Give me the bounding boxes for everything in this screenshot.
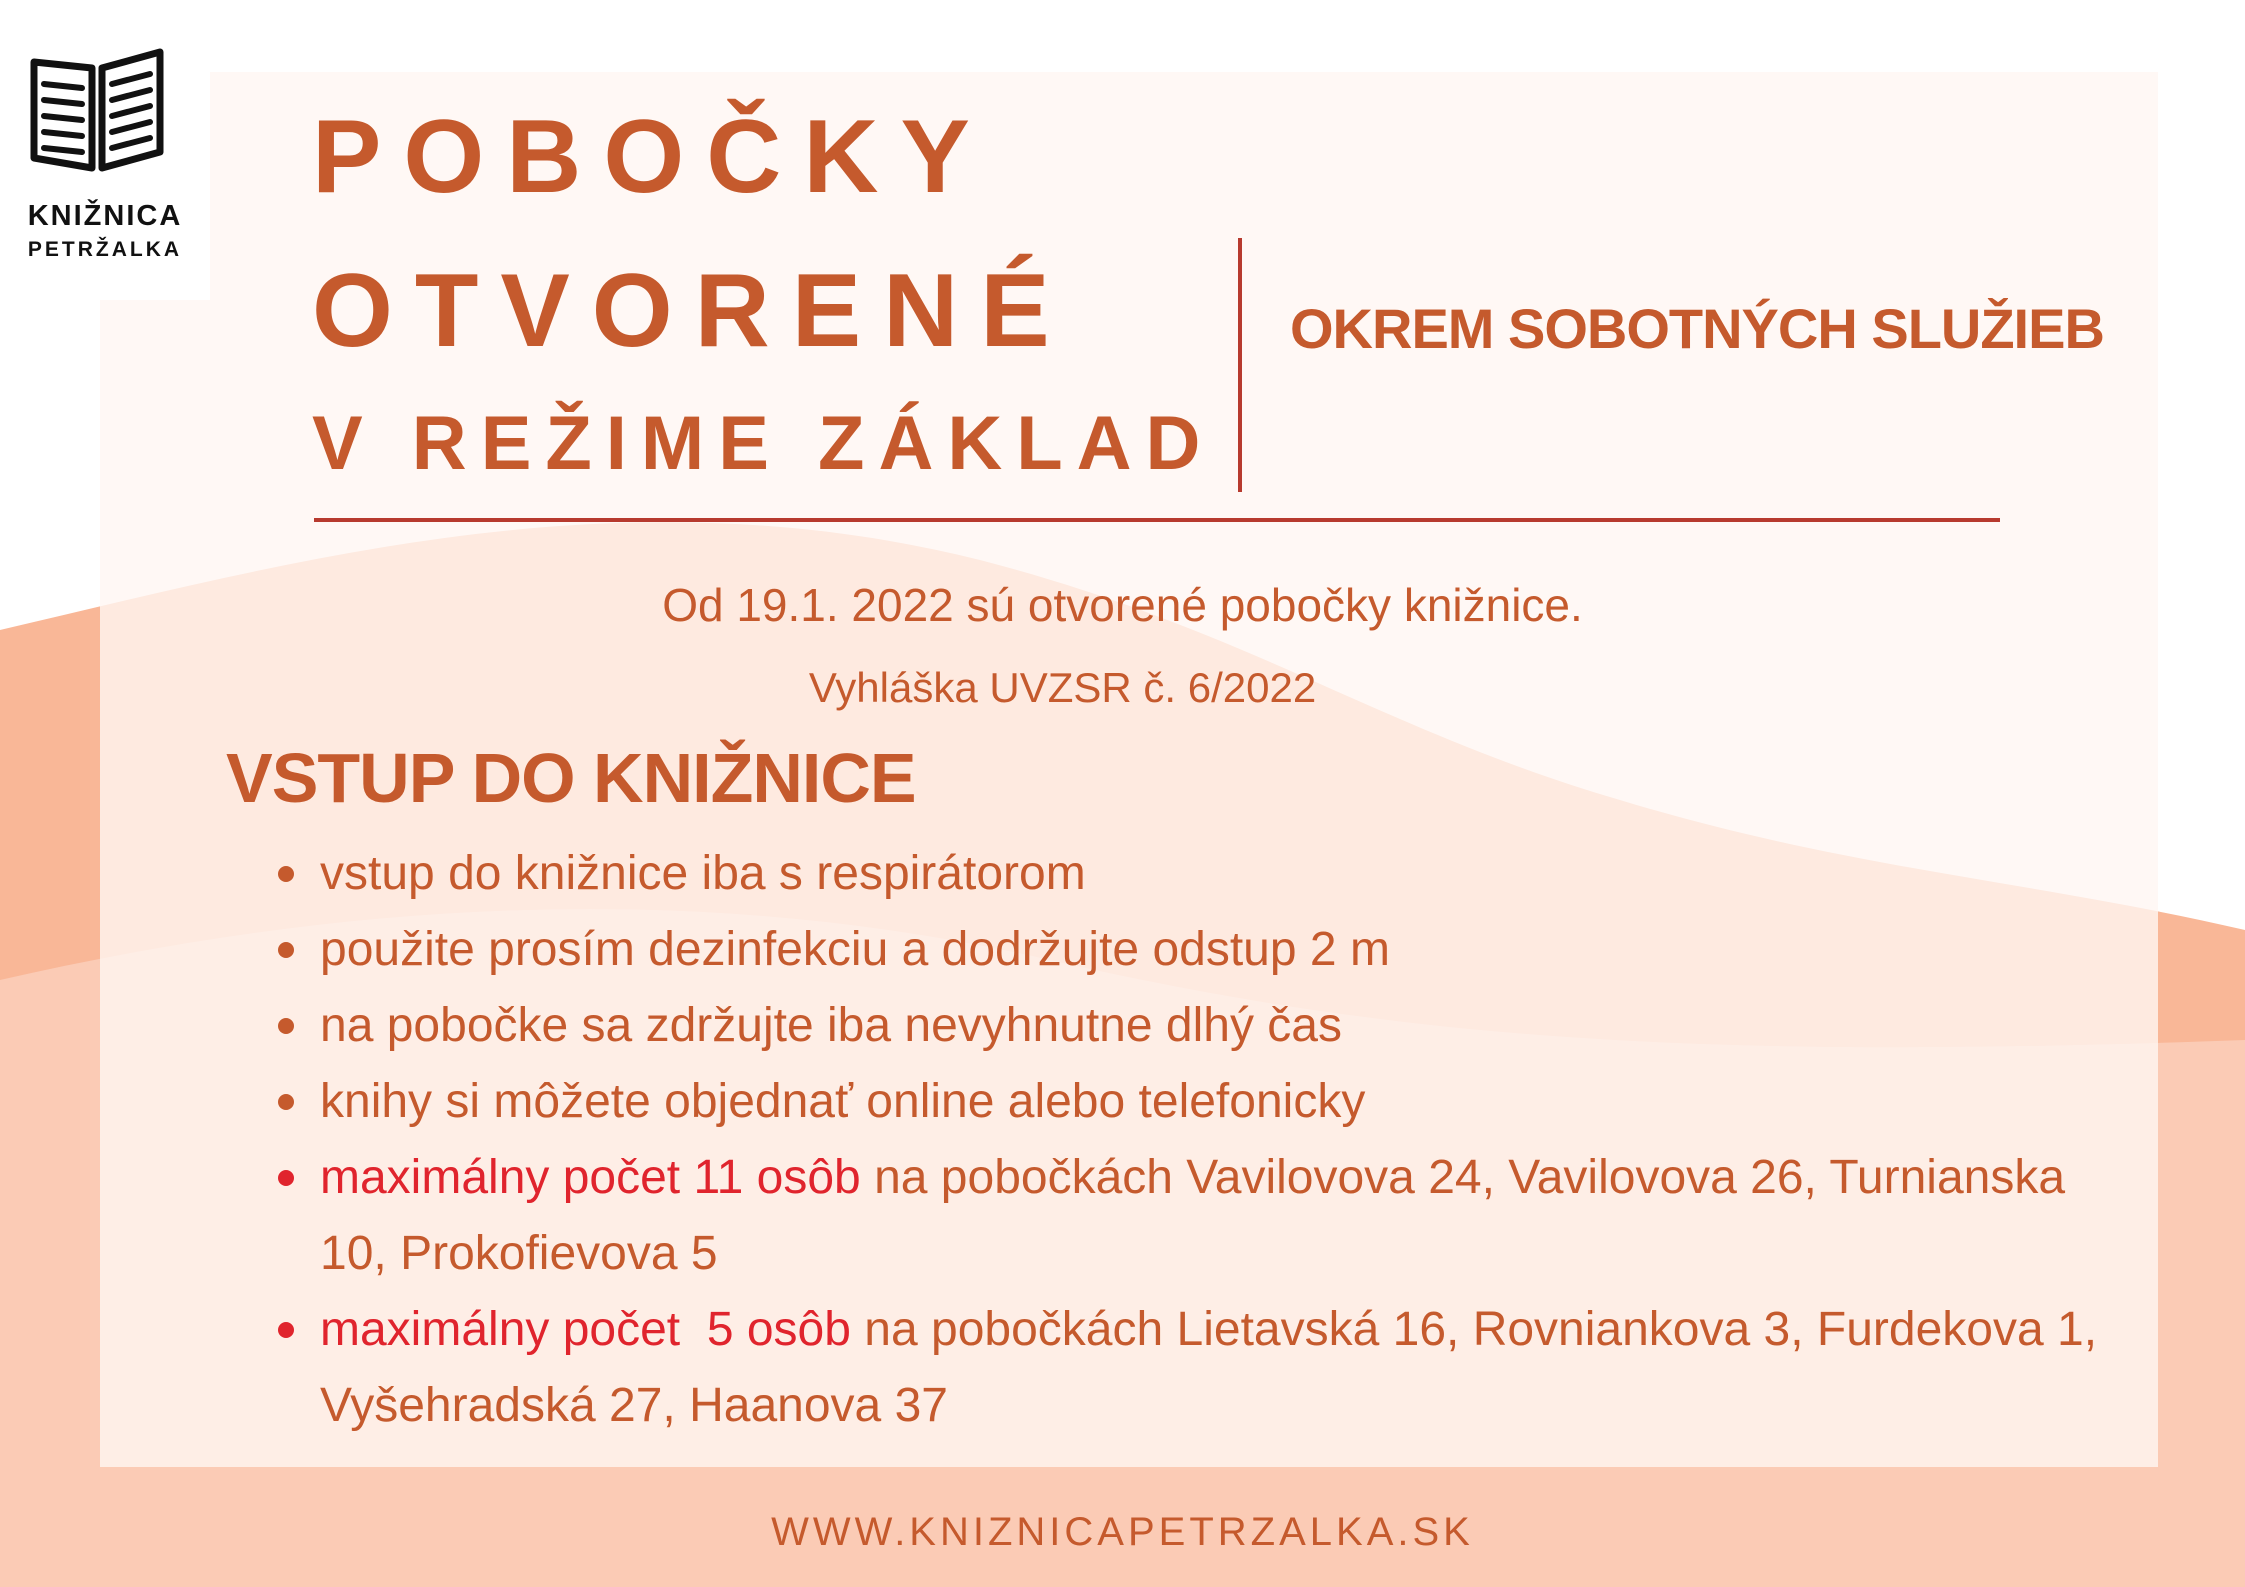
bullet-icon [278, 1018, 294, 1034]
list-item [278, 912, 2138, 988]
list-item [278, 1140, 2138, 1292]
regulation-text: Vyhláška UVZSR č. 6/2022 [808, 664, 1317, 711]
title-line-1: POBOČKY [312, 99, 992, 215]
rules-list [278, 836, 2138, 1444]
list-item [278, 1292, 2138, 1444]
vertical-divider [1238, 238, 1242, 492]
list-item [278, 988, 2138, 1064]
logo-name: KNIŽNICA [27, 200, 183, 232]
bullet-icon [278, 866, 294, 882]
section-heading: VSTUP DO KNIŽNICE [226, 739, 916, 817]
list-item [278, 1064, 2138, 1140]
capacity-highlight: maximálny počet 11 osôb [320, 1151, 861, 1204]
bullet-icon [278, 1322, 294, 1338]
list-item [278, 836, 2138, 912]
rule-text: knihy si môžete objednať online alebo telefonicky [320, 1075, 1366, 1128]
rule-text: vstup do knižnice iba s respirátorom [320, 847, 1086, 900]
subtitle: OKREM SOBOTNÝCH SLUŽIEB [1290, 297, 2104, 360]
logo-district: PETRŽALKA [27, 238, 183, 261]
rule-text: na pobočkách Lietavská 16, Rovniankova 3, Furdekova 1, Vyšehradská 27, Haanova 37 [320, 1303, 2098, 1432]
opening-date-text: Od 19.1. 2022 sú otvorené pobočky knižnice. [662, 579, 1583, 631]
bullet-icon [278, 1170, 294, 1186]
bullet-icon [278, 942, 294, 958]
bullet-icon [278, 1094, 294, 1110]
title-line-3: V REŽIME ZÁKLAD [312, 401, 1215, 486]
capacity-highlight: maximálny počet 5 osôb [320, 1303, 851, 1356]
rule-text: na pobočke sa zdržujte iba nevyhnutne dlhý čas [320, 999, 1342, 1052]
rule-text: použite prosím dezinfekciu a dodržujte odstup 2 m [320, 923, 1390, 976]
rule-text: na pobočkách Vavilovova 24, Vavilovova 26, Turnianska 10, Prokofievova 5 [320, 1151, 2066, 1280]
website-link[interactable]: WWW.KNIZNICAPETRZALKA.SK [771, 1510, 1474, 1554]
horizontal-divider [314, 518, 2000, 522]
title-line-2: OTVORENÉ [312, 253, 1072, 369]
